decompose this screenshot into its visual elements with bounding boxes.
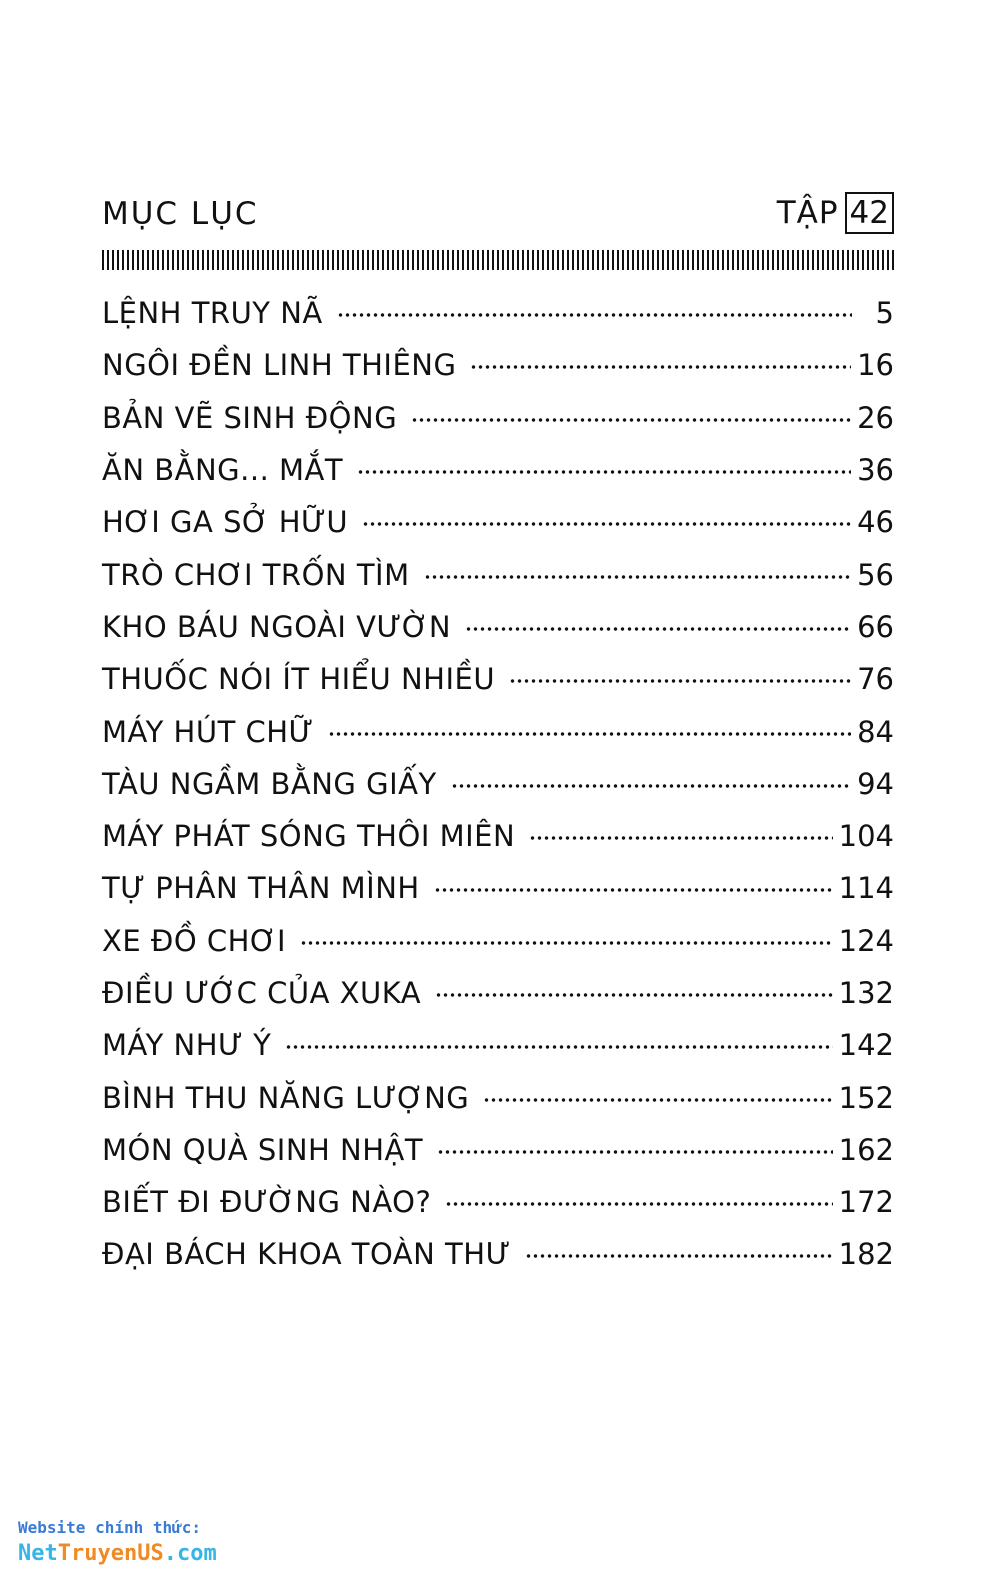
watermark-site-part1: Net: [18, 1541, 58, 1566]
dot-leader: [529, 836, 832, 840]
toc-entry-title: BIẾT ĐI ĐƯỜNG NÀO?: [102, 1185, 432, 1220]
dot-leader: [357, 470, 851, 474]
toc-entry: [102, 653, 894, 705]
dot-leader: [470, 365, 851, 369]
toc-entry: [102, 810, 894, 862]
toc-entry: [102, 1228, 894, 1280]
dot-leader: [435, 993, 833, 997]
dot-leader: [483, 1098, 832, 1102]
toc-entry-page: 142: [838, 1028, 894, 1063]
toc-entry: [102, 1176, 894, 1228]
toc-entry: [102, 915, 894, 967]
watermark-caption: Website chính thức:: [18, 1518, 202, 1537]
dot-leader: [328, 732, 851, 736]
dot-leader: [285, 1045, 832, 1049]
watermark-site-part3: .com: [163, 1541, 217, 1566]
dot-leader: [300, 941, 833, 945]
toc-entry-page: 16: [857, 348, 894, 383]
toc-entry: [102, 601, 894, 653]
toc-entry: [102, 339, 894, 391]
dot-leader: [434, 888, 833, 892]
toc-entry-page: 104: [838, 819, 894, 854]
toc-entry-page: 26: [857, 400, 894, 435]
toc-entry-title: THUỐC NÓI ÍT HIỂU NHIỀU: [102, 662, 496, 697]
toc-entry-title: BẢN VẼ SINH ĐỘNG: [102, 400, 398, 435]
toc-entry: [102, 548, 894, 600]
toc-entry-page: 152: [838, 1080, 894, 1115]
toc-entry: [102, 862, 894, 914]
toc-entry-page: 162: [838, 1132, 894, 1167]
toc-entry-title: TRÒ CHƠI TRỐN TÌM: [102, 557, 410, 592]
toc-entry: [102, 444, 894, 496]
toc-entry-title: MÁY PHÁT SÓNG THÔI MIÊN: [102, 819, 516, 854]
toc-entry: [102, 1019, 894, 1071]
toc-list: [102, 287, 894, 1281]
watermark-site-part2: TruyenUS: [57, 1541, 164, 1566]
watermark-site: [18, 1541, 217, 1566]
toc-entry-title: XE ĐỒ CHƠI: [102, 923, 287, 958]
toc-entry-title: NGÔI ĐỀN LINH THIÊNG: [102, 348, 457, 383]
dot-leader: [509, 679, 851, 683]
toc-entry-page: 132: [838, 976, 894, 1010]
toc-entry: [102, 496, 894, 548]
toc-entry-title: MÁY HÚT CHỮ: [102, 714, 314, 749]
watermark: [18, 1518, 217, 1566]
toc-entry-page: 76: [857, 662, 894, 697]
dot-leader: [445, 1202, 832, 1206]
toc-entry-page: 36: [857, 453, 894, 488]
toc-entry-title: TÀU NGẦM BẰNG GIẤY: [102, 766, 437, 801]
toc-entry-title: LỆNH TRUY NÃ: [102, 296, 323, 331]
dot-leader: [337, 313, 852, 317]
toc-entry: [102, 287, 894, 339]
toc-entry: [102, 967, 894, 1019]
toc-entry-page: 84: [857, 714, 894, 749]
toc-entry-page: 66: [857, 609, 894, 644]
toc-entry: [102, 392, 894, 444]
toc-entry-page: 114: [838, 871, 894, 906]
toc-entry: [102, 1124, 894, 1176]
toc-entry-title: MÓN QUÀ SINH NHẬT: [102, 1132, 424, 1167]
toc-entry-page: 56: [857, 557, 894, 592]
toc-entry: [102, 758, 894, 810]
toc-entry-page: 182: [838, 1237, 894, 1272]
toc-entry-title: BÌNH THU NĂNG LƯỢNG: [102, 1080, 470, 1115]
dot-leader: [362, 522, 851, 526]
toc-entry-page: 94: [857, 766, 894, 801]
toc-entry-title: ĂN BẰNG... MẮT: [102, 453, 344, 488]
dot-leader: [437, 1150, 833, 1154]
header-divider: [102, 250, 897, 270]
toc-entry-title: ĐIỀU ƯỚC CỦA XUKA: [102, 976, 422, 1010]
toc-entry-page: 124: [838, 923, 894, 958]
toc-entry-title: KHO BÁU NGOÀI VƯỜN: [102, 609, 452, 644]
dot-leader: [451, 784, 851, 788]
dot-leader: [424, 575, 851, 579]
volume-indicator: [777, 192, 894, 234]
toc-entry-title: MÁY NHƯ Ý: [102, 1028, 272, 1063]
volume-label: TẬP: [776, 195, 839, 231]
dot-leader: [465, 627, 851, 631]
toc-entry-page: 172: [838, 1185, 894, 1220]
toc-header: [102, 192, 894, 238]
toc-entry: [102, 1071, 894, 1123]
dot-leader: [525, 1254, 833, 1258]
volume-number: 42: [845, 192, 894, 234]
page-title: MỤC LỤC: [102, 196, 259, 232]
toc-entry-page: 46: [857, 505, 894, 540]
toc-entry-title: ĐẠI BÁCH KHOA TOÀN THƯ: [102, 1237, 511, 1272]
toc-entry-title: TỰ PHÂN THÂN MÌNH: [102, 871, 420, 906]
toc-entry: [102, 705, 894, 757]
toc-entry-title: HƠI GA SỞ HỮU: [102, 505, 349, 540]
toc-entry-page: 5: [875, 296, 894, 331]
dot-leader: [411, 418, 851, 422]
